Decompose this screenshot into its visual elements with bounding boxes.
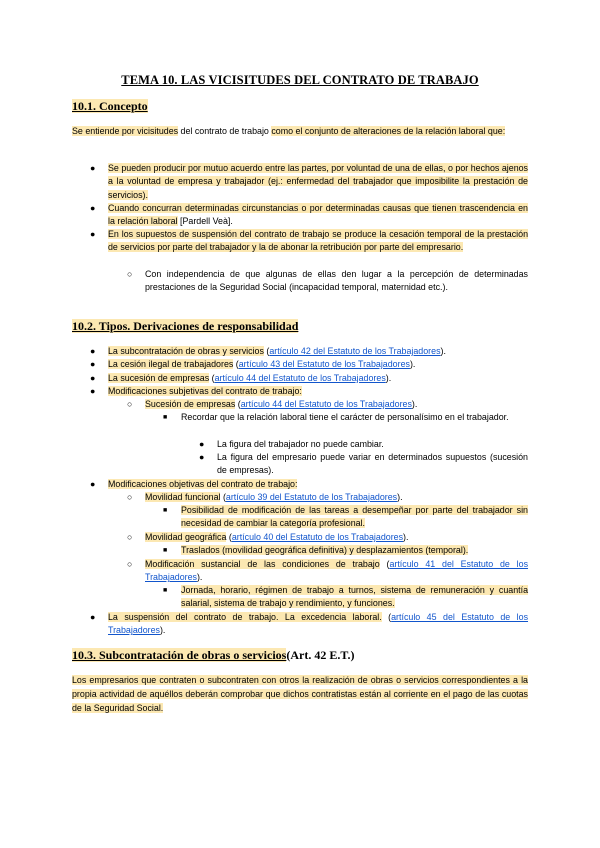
list-item: Movilidad geográfica (artículo 40 del Estatuto de los Trabajadores). <box>145 532 409 542</box>
bullet-dot: ● <box>90 229 96 239</box>
list-item: Se pueden producir por mutuo acuerdo entre las partes, por voluntad de una de ellas, o por hechos ajenos a la voluntad de empresa y trabajador (ej.: enfermedad del trabajador que imposibilite la prestación de servicios). <box>108 163 528 200</box>
bullet-dot: ● <box>90 359 96 369</box>
bullet-dot: ● <box>90 346 96 356</box>
section-heading-subcontratacion: 10.3. Subcontratación de obras o servicios(Art. 42 E.T.) <box>72 648 355 662</box>
bullet-dot: ● <box>90 479 96 489</box>
list-item: La figura del trabajador no puede cambiar. <box>217 439 384 449</box>
bullet-circle: ○ <box>127 559 133 569</box>
subcontratacion-text: Los empresarios que contraten o subcontraten con otros la realización de obras o servicios correspondientes a la propia actividad de aquéllos deberán comprobar que dichos contratistas están al corriente en el pago de las cuotas de la Seguridad Social. <box>72 675 528 713</box>
link-art-45[interactable]: artículo 45 del Estatuto de los Trabajadores <box>108 612 529 636</box>
list-item: La sucesión de empresas (artículo 44 del Estatuto de los Trabajadores). <box>108 373 392 383</box>
list-item: Modificaciones objetivas del contrato de trabajo: <box>108 479 298 489</box>
list-item: La suspensión del contrato de trabajo. La excedencia laboral. (artículo 45 del Estatuto de los Trabajadores). <box>108 612 529 636</box>
list-item: La subcontratación de obras y servicios (artículo 42 del Estatuto de los Trabajadores). <box>108 346 446 356</box>
bullet-circle: ○ <box>127 399 133 409</box>
bullet-circle: ○ <box>127 492 133 502</box>
bullet-dot: ● <box>199 452 205 462</box>
link-art-44-sub[interactable]: artículo 44 del Estatuto de los Trabajadores <box>240 399 412 409</box>
bullet-square: ■ <box>163 547 168 554</box>
link-art-41[interactable]: artículo 41 del Estatuto de los Trabajadores <box>145 559 529 583</box>
link-art-44[interactable]: artículo 44 del Estatuto de los Trabajadores <box>214 373 386 383</box>
link-art-40[interactable]: artículo 40 del Estatuto de los Trabajadores <box>231 532 404 542</box>
list-item: Movilidad funcional (artículo 39 del Estatuto de los Trabajadores). <box>145 492 403 502</box>
list-item: Sucesión de empresas (artículo 44 del Estatuto de los Trabajadores). <box>145 399 418 409</box>
bullet-circle: ○ <box>127 269 133 279</box>
list-item: Posibilidad de modificación de las tareas a desempeñar por parte del trabajador sin necesidad de cambiar la categoría profesional. <box>181 505 528 529</box>
concepto-intro: Se entiende por vicisitudes del contrato de trabajo como el conjunto de alteraciones de la relación laboral que: <box>72 126 506 136</box>
bullet-square: ■ <box>163 507 168 514</box>
list-item: La figura del empresario puede variar en determinados supuestos (sucesión de empresas). <box>217 452 528 476</box>
list-item: Cuando concurran determinadas circunstancias o por determinadas causas que tienen trascendencia en la relación laboral [Pardell Veà]. <box>108 203 528 227</box>
bullet-dot: ● <box>90 203 96 213</box>
bullet-dot: ● <box>90 163 96 173</box>
list-item: Traslados (movilidad geográfica definitiva) y desplazamientos (temporal). <box>181 545 469 555</box>
bullet-dot: ● <box>90 612 96 622</box>
bullet-square: ■ <box>163 587 168 594</box>
page-title: TEMA 10. LAS VICISITUDES DEL CONTRATO DE TRABAJO <box>121 73 479 87</box>
list-item: Recordar que la relación laboral tiene el carácter de personalísimo en el trabajador. <box>181 412 509 422</box>
list-item: Modificaciones subjetivas del contrato de trabajo: <box>108 386 302 396</box>
bullet-dot: ● <box>90 386 96 396</box>
list-item: En los supuestos de suspensión del contrato de trabajo se produce la cesación temporal de la prestación de servicios por parte del trabajador y la de abonar la retribución por parte del empresario. <box>108 229 528 253</box>
list-item: Jornada, horario, régimen de trabajo a turnos, sistema de remuneración y cuantía salarial, sistema de trabajo y rendimiento, y funciones. <box>181 585 528 609</box>
section-heading-tipos: 10.2. Tipos. Derivaciones de responsabilidad <box>72 319 299 333</box>
bullet-dot: ● <box>199 439 205 449</box>
list-item: Modificación sustancial de las condiciones de trabajo (artículo 41 del Estatuto de los Trabajadores). <box>145 559 529 583</box>
bullet-circle: ○ <box>127 532 133 542</box>
bullet-dot: ● <box>90 373 96 383</box>
bullet-square: ■ <box>163 414 168 421</box>
link-art-43[interactable]: artículo 43 del Estatuto de los Trabajadores <box>238 359 410 369</box>
section-heading-concepto: 10.1. Concepto <box>72 99 148 113</box>
list-item: Con independencia de que algunas de ellas den lugar a la percepción de determinadas prestaciones de la Seguridad Social (incapacidad temporal, maternidad etc.). <box>145 269 528 293</box>
link-art-42[interactable]: artículo 42 del Estatuto de los Trabajadores <box>269 346 441 356</box>
link-art-39[interactable]: artículo 39 del Estatuto de los Trabajadores <box>225 492 398 502</box>
list-item: La cesión ilegal de trabajadores (artículo 43 del Estatuto de los Trabajadores). <box>108 359 416 369</box>
